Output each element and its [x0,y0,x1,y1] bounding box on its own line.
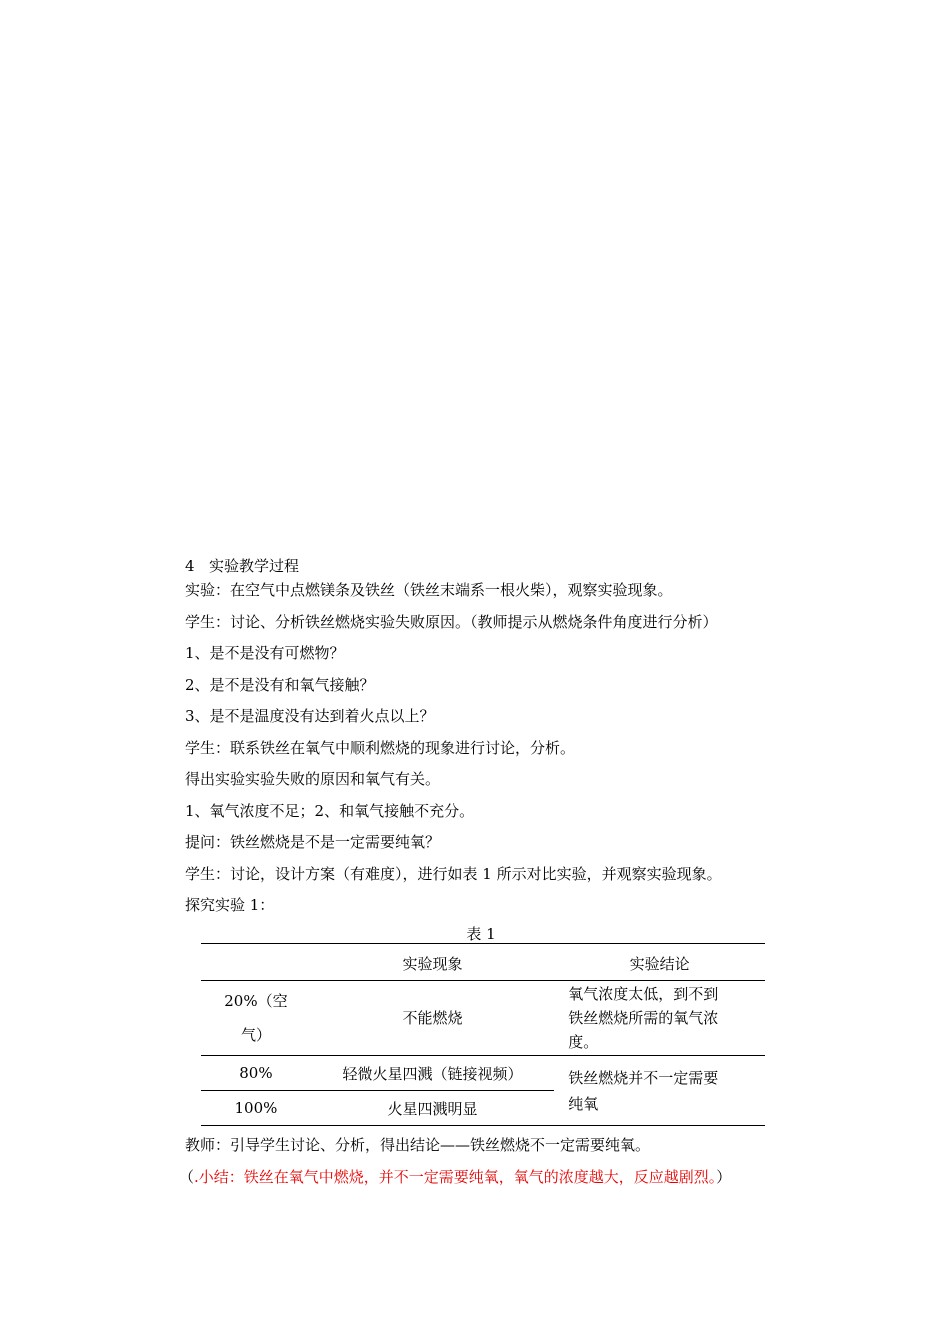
document-body [179,557,785,1199]
table-header-cell: 实验现象 [311,944,554,981]
condition-cell: 80% [201,1056,311,1091]
paragraph: 学生：讨论、分析铁丝燃烧实验失败原因。（教师提示从燃烧条件角度进行分析） [185,612,718,631]
paragraph: 实验：在空气中点燃镁条及铁丝（铁丝末端系一根火柴），观察实验现象。 [185,581,673,599]
table-row [201,981,765,1056]
conclusion-cell [554,981,765,1056]
condition-text: 气） [240,1026,271,1044]
summary-open-paren: （ [179,1167,195,1186]
paragraph: 2、是不是没有和氧气接触？ [185,675,375,694]
condition-cell [201,981,311,1056]
section-title: 实验教学过程 [209,557,300,575]
conclusion-cell [554,1056,765,1126]
conclusion-text: 纯氧 [568,1094,599,1113]
paragraph: 提问：铁丝燃烧是不是一定需要纯氧？ [185,833,441,851]
table-row [201,1056,765,1091]
paragraph: 1、氧气浓度不足；2、和氧气接触不充分。 [185,801,475,820]
condition-text: 20%（空 [224,992,288,1010]
phenomenon-cell: 火星四溅明显 [311,1091,554,1126]
phenomenon-cell: 轻微火星四溅（链接视频） [311,1056,554,1091]
table-header-cell [201,944,311,981]
conclusion-text: 度。 [568,1033,599,1051]
summary-close-paren: ） [716,1167,732,1186]
condition-cell: 100% [201,1091,311,1126]
conclusion-text: 铁丝燃烧并不一定需要 [568,1068,719,1087]
section-heading [185,557,785,576]
paragraph: 得出实验实验失败的原因和氧气有关。 [185,770,441,788]
table-caption: 表 1 [466,925,496,943]
phenomenon-cell: 不能燃烧 [311,981,554,1056]
conclusion-text: 铁丝燃烧所需的氧气浓 [568,1009,719,1027]
table-header-cell: 实验结论 [554,944,765,981]
table-header-row [201,944,765,981]
paragraph: 学生：联系铁丝在氧气中顺利燃烧的现象进行讨论，分析。 [185,738,576,757]
paragraph: 学生：讨论，设计方案（有难度），进行如表 1 所示对比实验，并观察实验现象。 [185,864,722,883]
summary-line [179,1168,785,1187]
experiment-table [201,943,765,1126]
summary-text: .小结：铁丝在氧气中燃烧，并不一定需要纯氧，氧气的浓度越大，反应越剧烈。 [194,1167,717,1186]
teacher-line: 教师：引导学生讨论、分析，得出结论——铁丝燃烧不一定需要纯氧。 [185,1136,651,1154]
conclusion-text: 氧气浓度太低，到不到 [568,985,719,1003]
paragraph: 探究实验 1： [185,896,275,914]
paragraph: 1、是不是没有可燃物？ [185,644,345,662]
paragraph: 3、是不是温度没有达到着火点以上？ [185,707,435,725]
section-number: 4 [185,557,195,575]
